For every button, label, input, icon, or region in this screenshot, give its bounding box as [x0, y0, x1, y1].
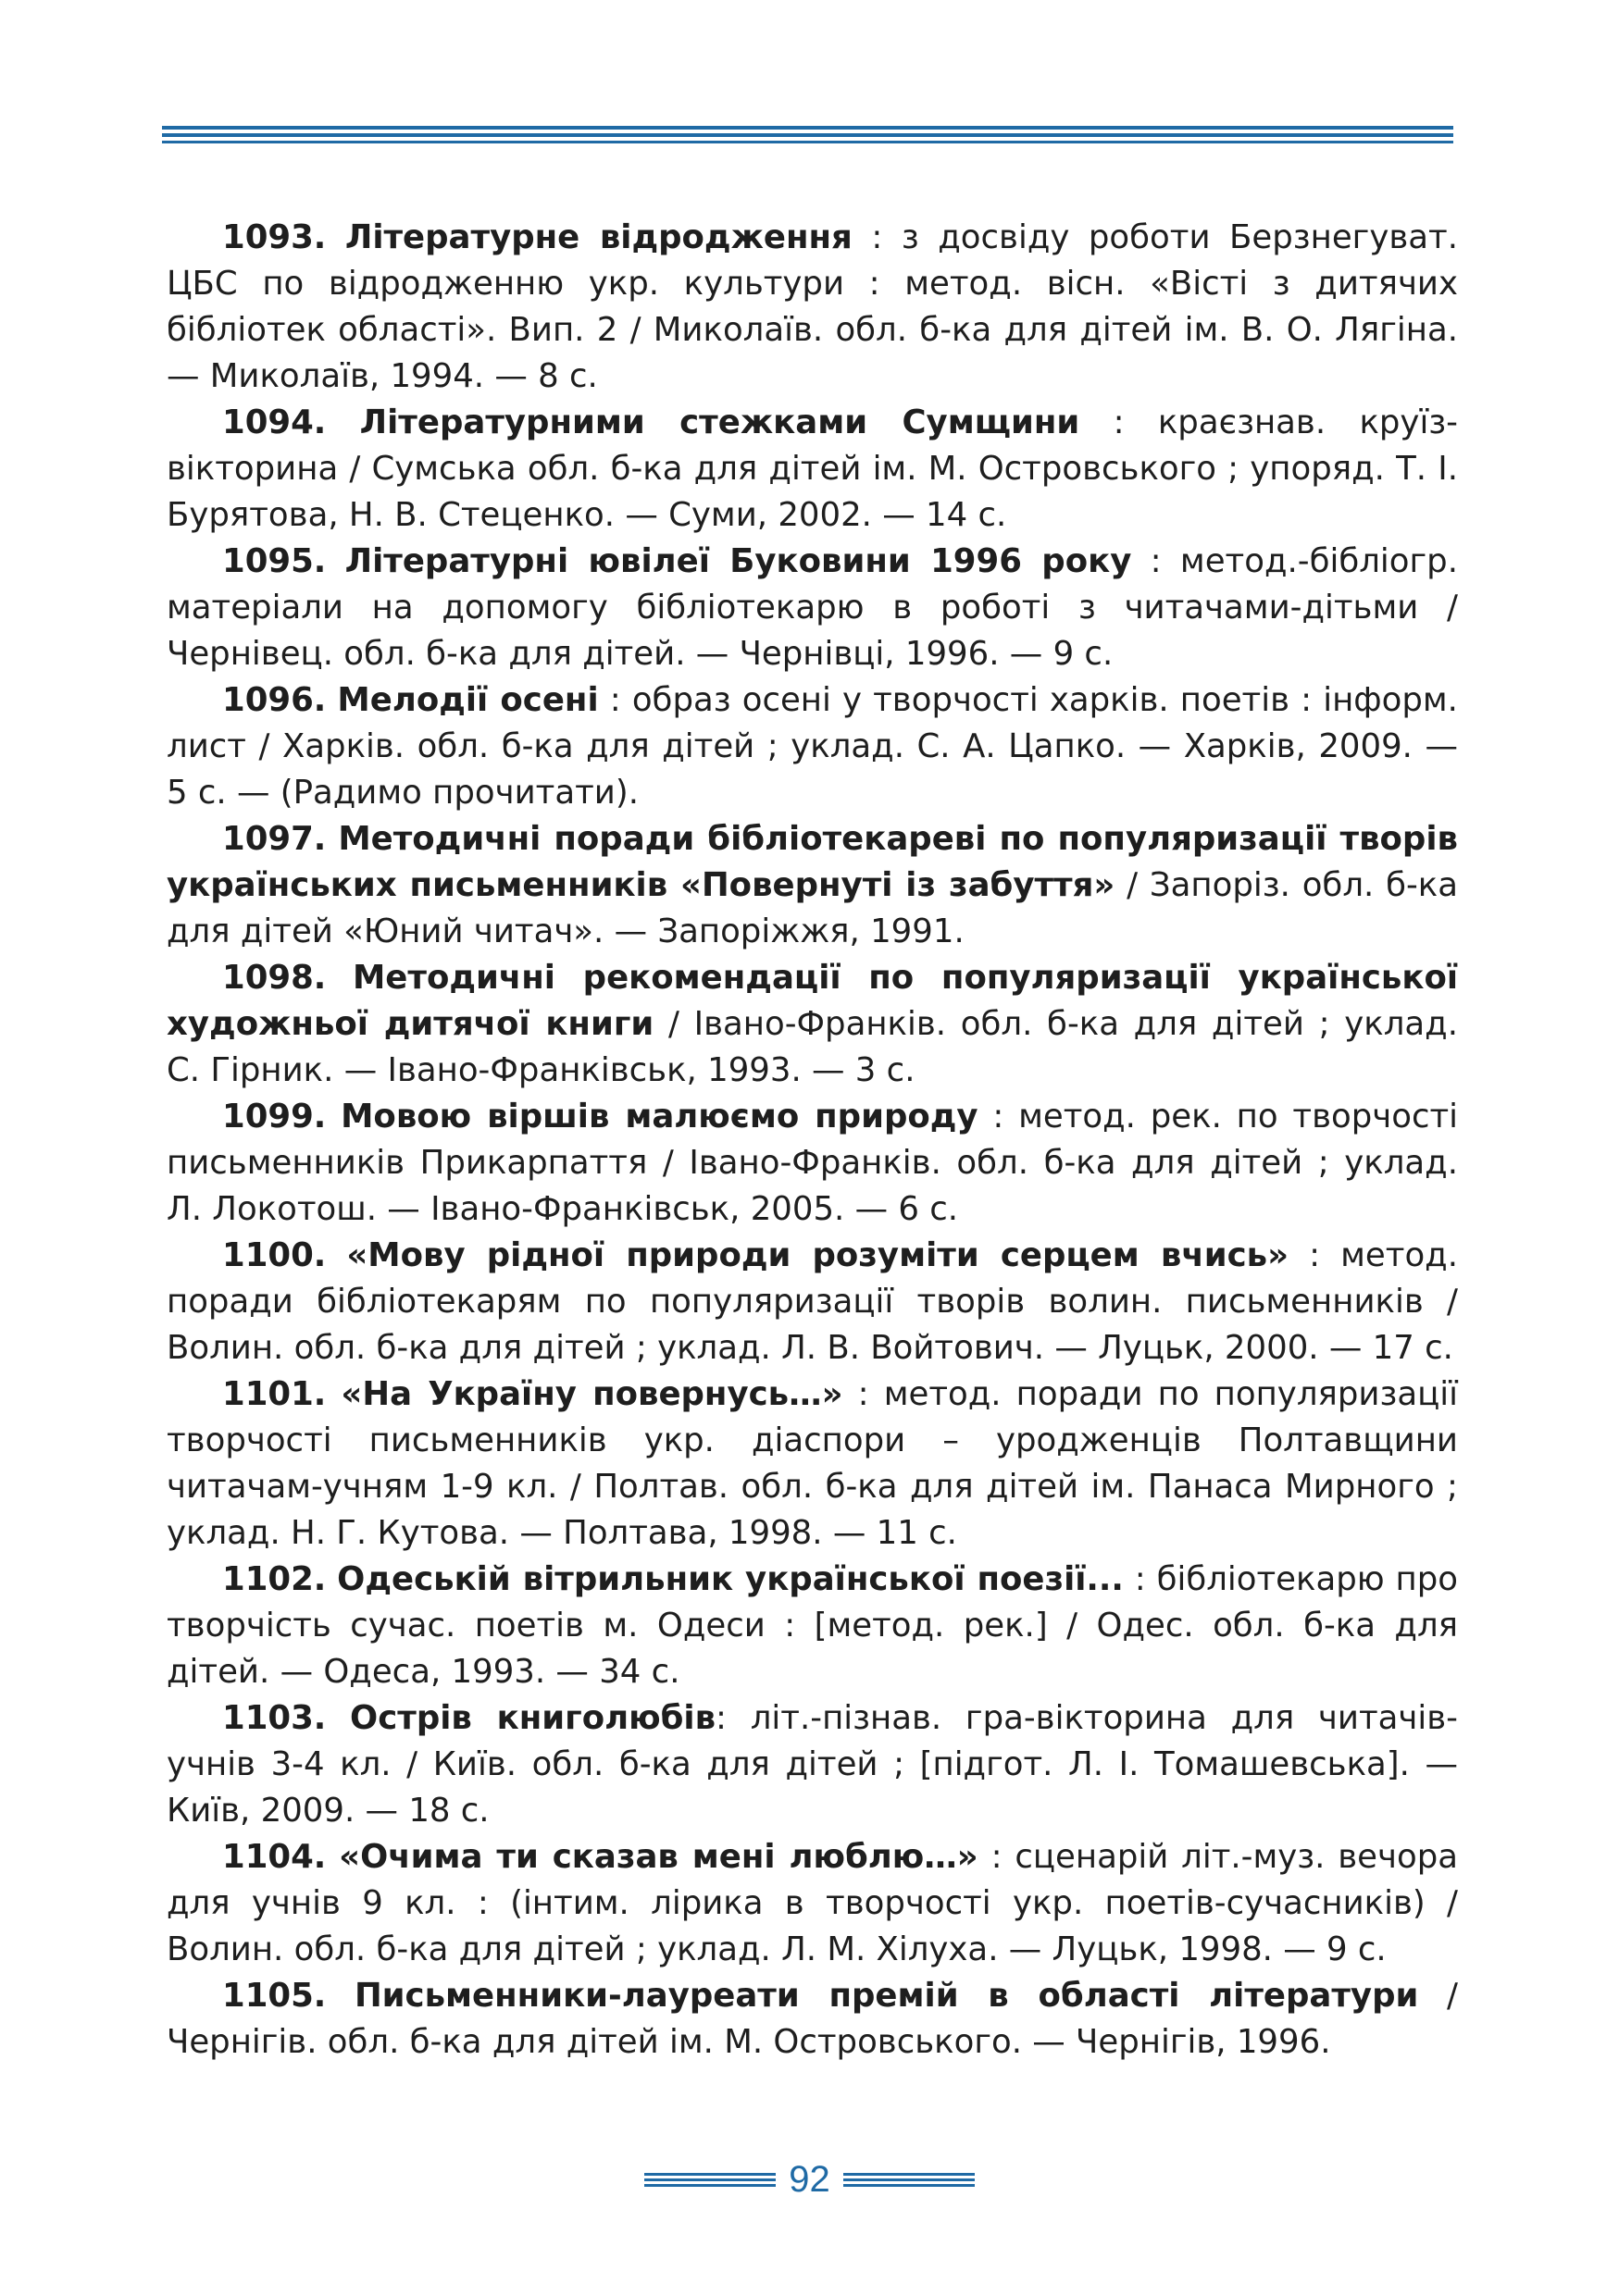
- entry-number: 1102.: [222, 1560, 327, 1598]
- entry-details: / Івано-Франків. обл. б-ка для дітей ; уклад. С. Гірник. — Івано-Франківськ, 1993. — 3 с.: [167, 1005, 1459, 1089]
- entry-title: Мовою віршів малюємо природу: [341, 1098, 978, 1136]
- header-rule: [162, 126, 1453, 147]
- entry-title: «Очима ти сказав мені люблю…»: [339, 1838, 978, 1876]
- header-rule-line: [162, 126, 1453, 130]
- entry-details: / Чернігів. обл. б-ка для дітей ім. М. Островського. — Чернігів, 1996.: [167, 1977, 1458, 2061]
- entry-details: : метод. рек. по творчості письменників Прикарпаття / Івано-Франків. обл. б-ка для дітей ; уклад. Л. Локотош. — Івано-Франківськ, 2005. — 6 с.: [167, 1098, 1459, 1228]
- bibliography-entry: [167, 539, 1458, 677]
- footer-rule-left: [644, 2170, 776, 2190]
- entry-number: 1101.: [222, 1375, 327, 1413]
- entry-details: : бібліотекарю про творчість сучас. поетів м. Одеси : [метод. рек.] / Одес. обл. б-ка для дітей. — Одеса, 1993. — 34 с.: [167, 1560, 1458, 1691]
- entry-details: : образ осені у творчості харків. поетів : інформ. лист / Харків. обл. б-ка для дітей ; уклад. С. А. Цапко. — Харків, 2009. — 5 с. — (Радимо прочитати).: [167, 681, 1458, 812]
- entry-title: Мелодії осені: [337, 681, 599, 719]
- entry-title: Одеській вітрильник української поезії...: [337, 1560, 1124, 1598]
- entry-number: 1104.: [222, 1838, 327, 1876]
- entry-title: Літературними стежками Сумщини: [359, 403, 1080, 441]
- footer-rule-right: [843, 2170, 975, 2190]
- entry-number: 1099.: [222, 1098, 327, 1136]
- entry-title: Методичні рекомендації по популяризації української художньої дитячої книги: [167, 959, 1458, 1043]
- bibliography-list: [167, 215, 1458, 2066]
- entry-title: Літературне відродження: [344, 218, 853, 256]
- entry-number: 1103.: [222, 1699, 327, 1737]
- header-rule-line: [162, 141, 1453, 143]
- bibliography-entry: [167, 816, 1458, 955]
- entry-details: / Запоріз. обл. б-ка для дітей «Юний читач». — Запоріжжя, 1991.: [167, 866, 1458, 950]
- entry-number: 1093.: [222, 218, 327, 256]
- entry-details: : краєзнав. круїз-вікторина / Сумська обл. б-ка для дітей ім. М. Островського ; упоряд. Т. І. Бурятова, Н. В. Стеценко. — Суми, 2002. — 14 с.: [167, 403, 1458, 534]
- bibliography-entry: [167, 1695, 1458, 1834]
- header-rule-line: [162, 133, 1453, 137]
- bibliography-entry: [167, 215, 1458, 400]
- entry-number: 1094.: [222, 403, 327, 441]
- entry-title: «На Україну повернусь…»: [341, 1375, 843, 1413]
- page-number: 92: [789, 2159, 830, 2200]
- bibliography-entry: [167, 1233, 1458, 1371]
- entry-number: 1105.: [222, 1977, 327, 2015]
- entry-details: : літ.-пізнав. гра-вікторина для читачів-учнів 3-4 кл. / Київ. обл. б-ка для дітей ; [підгот. Л. І. Томашевська]. — Київ, 2009. — 18 с.: [167, 1699, 1458, 1830]
- bibliography-entry: [167, 1557, 1458, 1695]
- entry-title: Літературні ювілеї Буковини 1996 року: [344, 542, 1132, 580]
- page-footer: [0, 2152, 1619, 2207]
- entry-details: : з досвіду роботи Берзнегуват. ЦБС по відродженню укр. культури : метод. вісн. «Вісті з дитячих бібліотек області». Вип. 2 / Миколаїв. обл. б-ка для дітей ім. В. О. Лягіна. — Миколаїв, 1994. — 8 с.: [167, 218, 1458, 395]
- entry-number: 1097.: [222, 820, 327, 858]
- entry-title: Методичні поради бібліотекареві по популяризації творів українських письменників «Повернуті із забуття»: [167, 820, 1458, 904]
- entry-number: 1095.: [222, 542, 327, 580]
- bibliography-entry: [167, 677, 1458, 816]
- bibliography-entry: [167, 1094, 1458, 1233]
- entry-title: Острів книголюбів: [350, 1699, 716, 1737]
- entry-details: : сценарій літ.-муз. вечора для учнів 9 кл. : (інтим. лірика в творчості укр. поетів-сучасників) / Волин. обл. б-ка для дітей ; уклад. Л. М. Хілуха. — Луцьк, 1998. — 9 с.: [167, 1838, 1458, 1968]
- entry-number: 1100.: [222, 1236, 327, 1274]
- bibliography-entry: [167, 955, 1458, 1094]
- bibliography-entry: [167, 1834, 1458, 1973]
- entry-details: : метод. поради бібліотекарям по популяризації творів волин. письменників / Волин. обл. б-ка для дітей ; уклад. Л. В. Войтович. — Луцьк, 2000. — 17 с.: [167, 1236, 1458, 1367]
- entry-title: Письменники-лауреати премій в області літератури: [354, 1977, 1419, 2015]
- entry-details: : метод.-бібліогр. матеріали на допомогу бібліотекарю в роботі з читачами-дітьми / Чернівец. обл. б-ка для дітей. — Чернівці, 1996. — 9 с.: [167, 542, 1458, 673]
- entry-title: «Мову рідної природи розуміти серцем вчись»: [346, 1236, 1289, 1274]
- bibliography-entry: [167, 1371, 1458, 1557]
- entry-number: 1098.: [222, 959, 327, 997]
- entry-details: : метод. поради по популяризації творчості письменників укр. діаспори – уродженців Полтавщини читачам-учням 1-9 кл. / Полтав. обл. б-ка для дітей ім. Панаса Мирного ; уклад. Н. Г. Кутова. — Полтава, 1998. — 11 с.: [167, 1375, 1458, 1552]
- entry-number: 1096.: [222, 681, 327, 719]
- bibliography-entry: [167, 400, 1458, 539]
- bibliography-entry: [167, 1973, 1458, 2066]
